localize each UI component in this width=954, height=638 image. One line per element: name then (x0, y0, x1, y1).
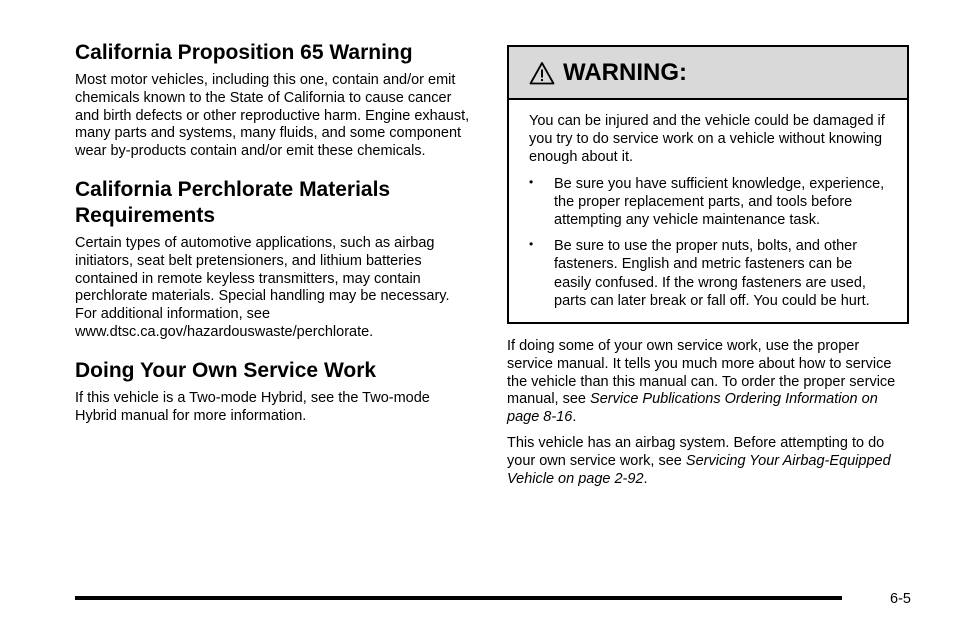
bullet-text: Be sure you have sufficient knowledge, experience, the proper replacement parts, and tools before attempting any vehicle maintenance task. (554, 175, 885, 229)
section-perchlorate (75, 177, 475, 342)
warning-title: WARNING: (563, 58, 687, 86)
page-number: 6-5 (890, 591, 911, 607)
paragraph-end: . (572, 409, 577, 426)
paragraph-text: This vehicle has an airbag system. Before attempting to do your own service work, see (507, 435, 885, 469)
cross-reference: Servicing Your Airbag-Equipped Vehicle on page 2-92 (507, 452, 891, 487)
section-body: Certain types of automotive applications, such as airbag initiators, seat belt pretensioners, and lithium batteries contained in remote keyless transmitters, may contain perchlorate materials. Special handling may be necessary. For additional information, see www.dtsc.ca.gov/hazardouswaste/perchlorate. (75, 234, 450, 340)
section-body: If this vehicle is a Two-mode Hybrid, see the Two-mode Hybrid manual for more information. (75, 389, 430, 424)
airbag-paragraph (507, 435, 909, 488)
service-manual-paragraph (507, 338, 909, 427)
paragraph-end: . (643, 470, 648, 487)
list-item (529, 175, 887, 230)
section-service-work (75, 358, 475, 426)
service-info (507, 338, 909, 488)
footer-rule (75, 596, 842, 600)
section-heading: Doing Your Own Service Work (75, 358, 377, 382)
section-body: Most motor vehicles, including this one, contain and/or emit chemicals known to the State of California to cause cancer and birth defects or other reproductive harm. Engine exhaust, many parts and systems, many fluids, and some component wear by-products contain and/or emit these chemicals. (75, 72, 470, 160)
warning-bullets (529, 175, 887, 310)
section-prop65 (75, 40, 475, 161)
warning-intro: You can be injured and the vehicle could be damaged if you try to do service work on a vehicle without knowing enough about it. (529, 113, 885, 166)
bullet-icon: • (529, 237, 534, 252)
bullet-icon: • (529, 174, 534, 189)
warning-body (509, 100, 907, 322)
paragraph-text: If doing some of your own service work, use the proper service manual. It tells you much more about how to service the vehicle than this manual can. To order the proper service manual, see (507, 338, 896, 408)
left-column (75, 40, 475, 441)
right-column (507, 40, 909, 496)
bullet-text: Be sure to use the proper nuts, bolts, and other fasteners. English and metric fasteners can be easily confused. If the wrong fasteners are used, parts can later break or fall off. You could be hurt. (554, 238, 870, 309)
section-heading: California Perchlorate Materials Requirements (75, 177, 391, 227)
warning-box (507, 45, 909, 324)
cross-reference: Service Publications Ordering Information on page 8-16 (507, 391, 878, 426)
warning-triangle-icon (529, 61, 555, 85)
section-heading: California Proposition 65 Warning (75, 41, 413, 64)
warning-header (509, 47, 907, 100)
list-item (529, 237, 887, 310)
